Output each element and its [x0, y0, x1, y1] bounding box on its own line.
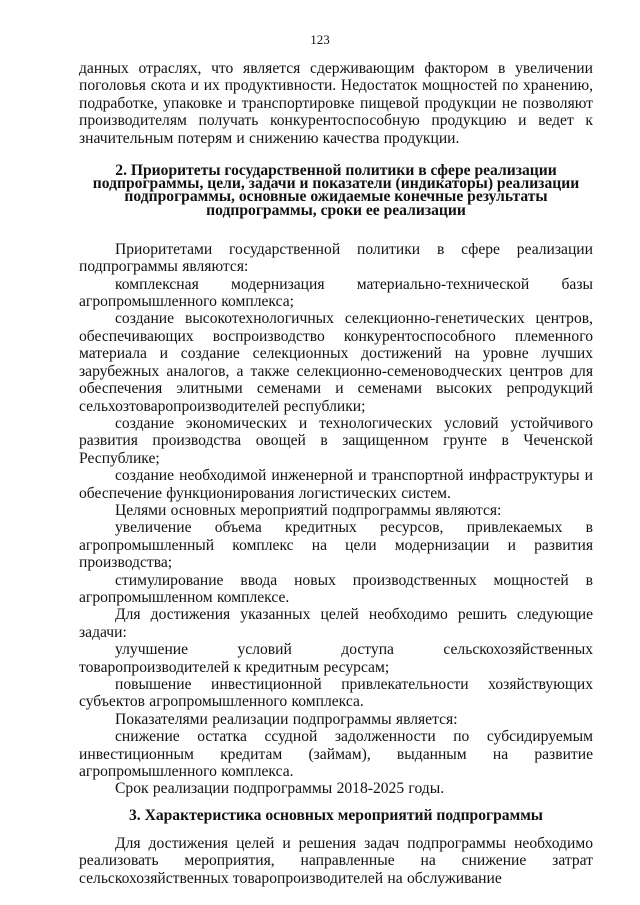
paragraph: Показателями реализации подпрограммы является:	[115, 710, 458, 728]
paragraph: данных отраслях, что является сдерживающим фактором в увеличении поголовья скота и их продуктивности. Недостаток мощностей по хранению, подработке, упаковке и транспортировке пищевой продукции не позволяют производителям получать конкурентоспособную продукцию и ведет к значительным потерям и снижению качества продукции.	[79, 60, 593, 147]
paragraph: Приоритетами государственной политики в сфере реализации подпрограммы являются:	[79, 240, 593, 276]
paragraph: создание необходимой инженерной и транспортной инфраструктуры и обеспечение функционирования логистических систем.	[79, 467, 593, 502]
paragraph: стимулирование ввода новых производственных мощностей в агропромышленном комплексе.	[79, 571, 593, 606]
page-content	[79, 60, 593, 887]
paragraph: увеличение объема кредитных ресурсов, привлекаемых в агропромышленный комплекс на цели модернизации и развития производства;	[79, 519, 593, 572]
section-2-heading: 2. Приоритеты государственной политики в сфере реализации подпрограммы, цели, задачи и показатели (индикаторы) реализации подпрограммы, основные ожидаемые конечные результаты подпрограммы, сроки ее реализации	[92, 162, 580, 219]
paragraph: Для достижения указанных целей необходимо решить следующие задачи:	[79, 606, 593, 641]
page-number: 123	[310, 32, 330, 47]
paragraph: снижение остатка ссудной задолженности по субсидируемым инвестиционным кредитам (займам), выданным на развитие агропромышленного комплекса.	[79, 728, 593, 781]
paragraph: создание экономических и технологических условий устойчивого развития производства овощей в защищенном грунте в Чеченской Республике;	[79, 414, 593, 467]
paragraph: Срок реализации подпрограммы 2018-2025 годы.	[115, 780, 445, 798]
paragraph: Для достижения целей и решения задач подпрограммы необходимо реализовать мероприятия, направленные на снижение затрат сельскохозяйственных товаропроизводителей на обслуживание	[79, 834, 593, 887]
paragraph: комплексная модернизация материально-технической базы агропромышленного комплекса;	[79, 275, 593, 311]
paragraph: повышение инвестиционной привлекательности хозяйствующих субъектов агропромышленного комплекса.	[79, 676, 593, 711]
section-3-heading: 3. Характеристика основных мероприятий подпрограммы	[128, 806, 543, 824]
paragraph: Целями основных мероприятий подпрограммы являются:	[115, 501, 502, 519]
paragraph: создание высокотехнологичных селекционно-генетических центров, обеспечивающих воспроизводство конкурентоспособного племенного материала и создание селекционных достижений на уровне лучших зарубежных аналогов, а также селекционно-семеноводческих центров для обеспечения элитными семенами и семенами высоких репродукций сельхозтоваропроизводителей республики;	[79, 310, 593, 415]
paragraph: улучшение условий доступа сельскохозяйственных товаропроизводителей к кредитным ресурсам;	[79, 641, 593, 676]
